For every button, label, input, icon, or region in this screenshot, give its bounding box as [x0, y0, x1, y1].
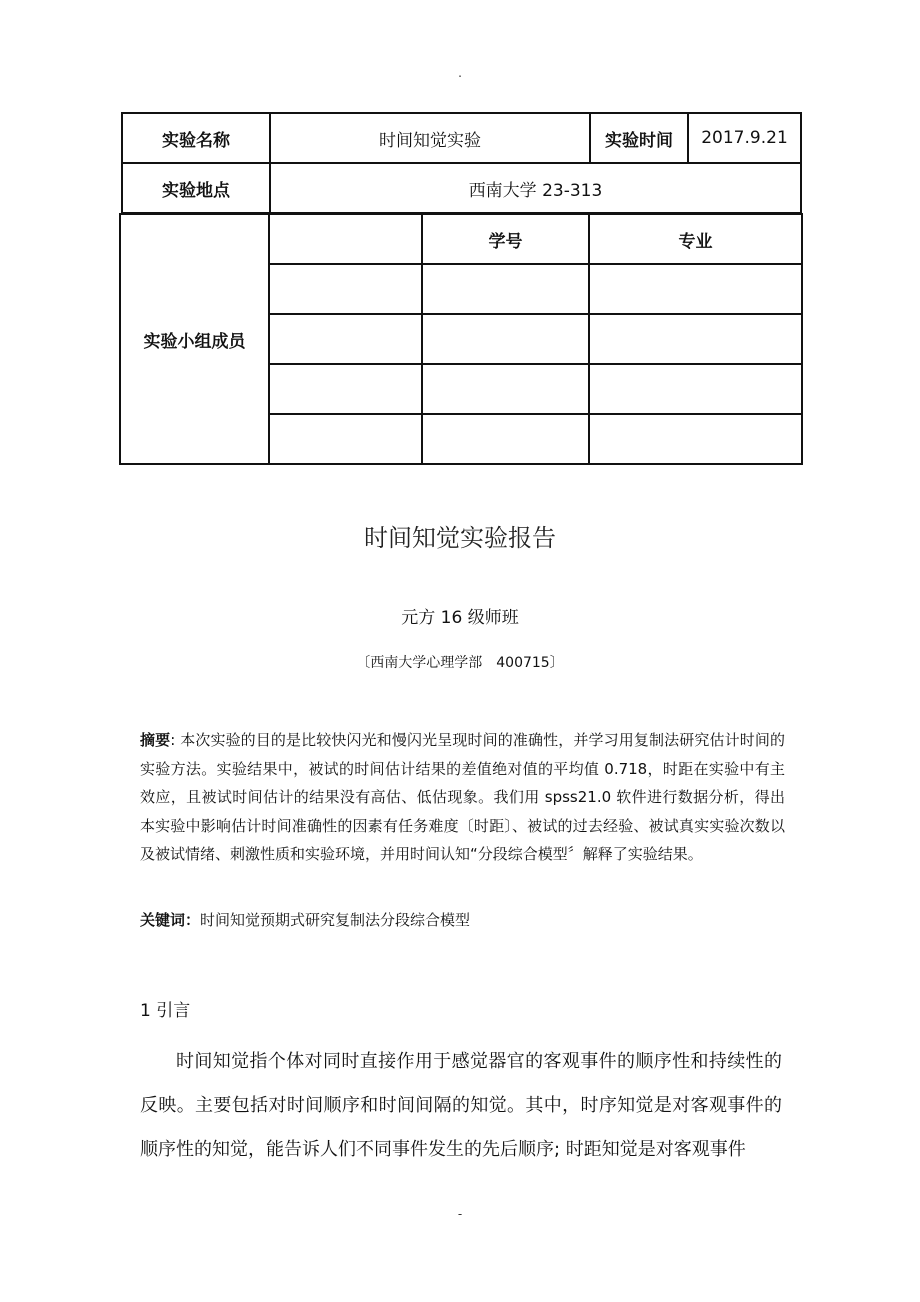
section-heading-introduction: 1 引言: [140, 1001, 191, 1021]
keywords-text: 时间知觉预期式研究复制法分段综合模型: [200, 911, 471, 929]
member-major-cell: [589, 314, 802, 364]
keywords-line: [140, 906, 785, 934]
page-mark-top: .: [458, 66, 462, 80]
report-title: 时间知觉实验报告: [364, 524, 556, 552]
member-header-student-id: 学号: [422, 214, 589, 264]
experiment-place-value: 西南大学 23-313: [270, 163, 801, 213]
member-major-cell: [589, 414, 802, 464]
member-header-major: 专业: [589, 214, 802, 264]
abstract-text: : 本次实验的目的是比较快闪光和慢闪光呈现时间的准确性，并学习用复制法研究估计时间的实验方法。实验结果中，被试的时间估计结果的差值绝对值的平均值 0.718，时距在实验中有主效应，且被试时间估计的结果没有高估、低估现象。我们用 spss21.0 软件进行数据分析，得出本实验中影响估计时间准确性的因素有任务难度〔时距〕、被试的过去经验、被试真实实验次数以及被试情绪、刺激性质和实验环境，并用时间认知“分段综合模型〞解释了实验结果。: [140, 731, 785, 864]
member-name-cell: [269, 364, 422, 414]
experiment-place-label: 实验地点: [122, 163, 270, 213]
member-name-cell: [269, 314, 422, 364]
member-name-cell: [269, 414, 422, 464]
keywords-label: 关键词：: [140, 911, 201, 929]
member-header-name: [269, 214, 422, 264]
member-major-cell: [589, 364, 802, 414]
experiment-time-value: 2017.9.21: [688, 113, 801, 163]
abstract-label: 摘要: [140, 731, 171, 749]
abstract-paragraph: [140, 726, 785, 869]
page-mark-bottom: -: [457, 1207, 463, 1221]
member-id-cell: [422, 264, 589, 314]
group-members-table: [119, 213, 803, 465]
member-id-cell: [422, 314, 589, 364]
member-id-cell: [422, 364, 589, 414]
group-members-label: 实验小组成员: [120, 214, 269, 464]
experiment-name-label: 实验名称: [122, 113, 270, 163]
member-major-cell: [589, 264, 802, 314]
experiment-info-table: [121, 112, 802, 214]
experiment-name-value: 时间知觉实验: [270, 113, 590, 163]
member-id-cell: [422, 414, 589, 464]
report-affiliation: 〔西南大学心理学部 400715〕: [356, 655, 564, 671]
introduction-paragraph: 时间知觉指个体对同时直接作用于感觉器官的客观事件的顺序性和持续性的反映。主要包括对时间顺序和时间间隔的知觉。其中，时序知觉是对客观事件的顺序性的知觉，能告诉人们不同事件发生的先后顺序; 时距知觉是对客观事件: [140, 1051, 782, 1160]
experiment-time-label: 实验时间: [590, 113, 688, 163]
report-author: 元方 16 级师班: [401, 608, 519, 628]
member-name-cell: [269, 264, 422, 314]
